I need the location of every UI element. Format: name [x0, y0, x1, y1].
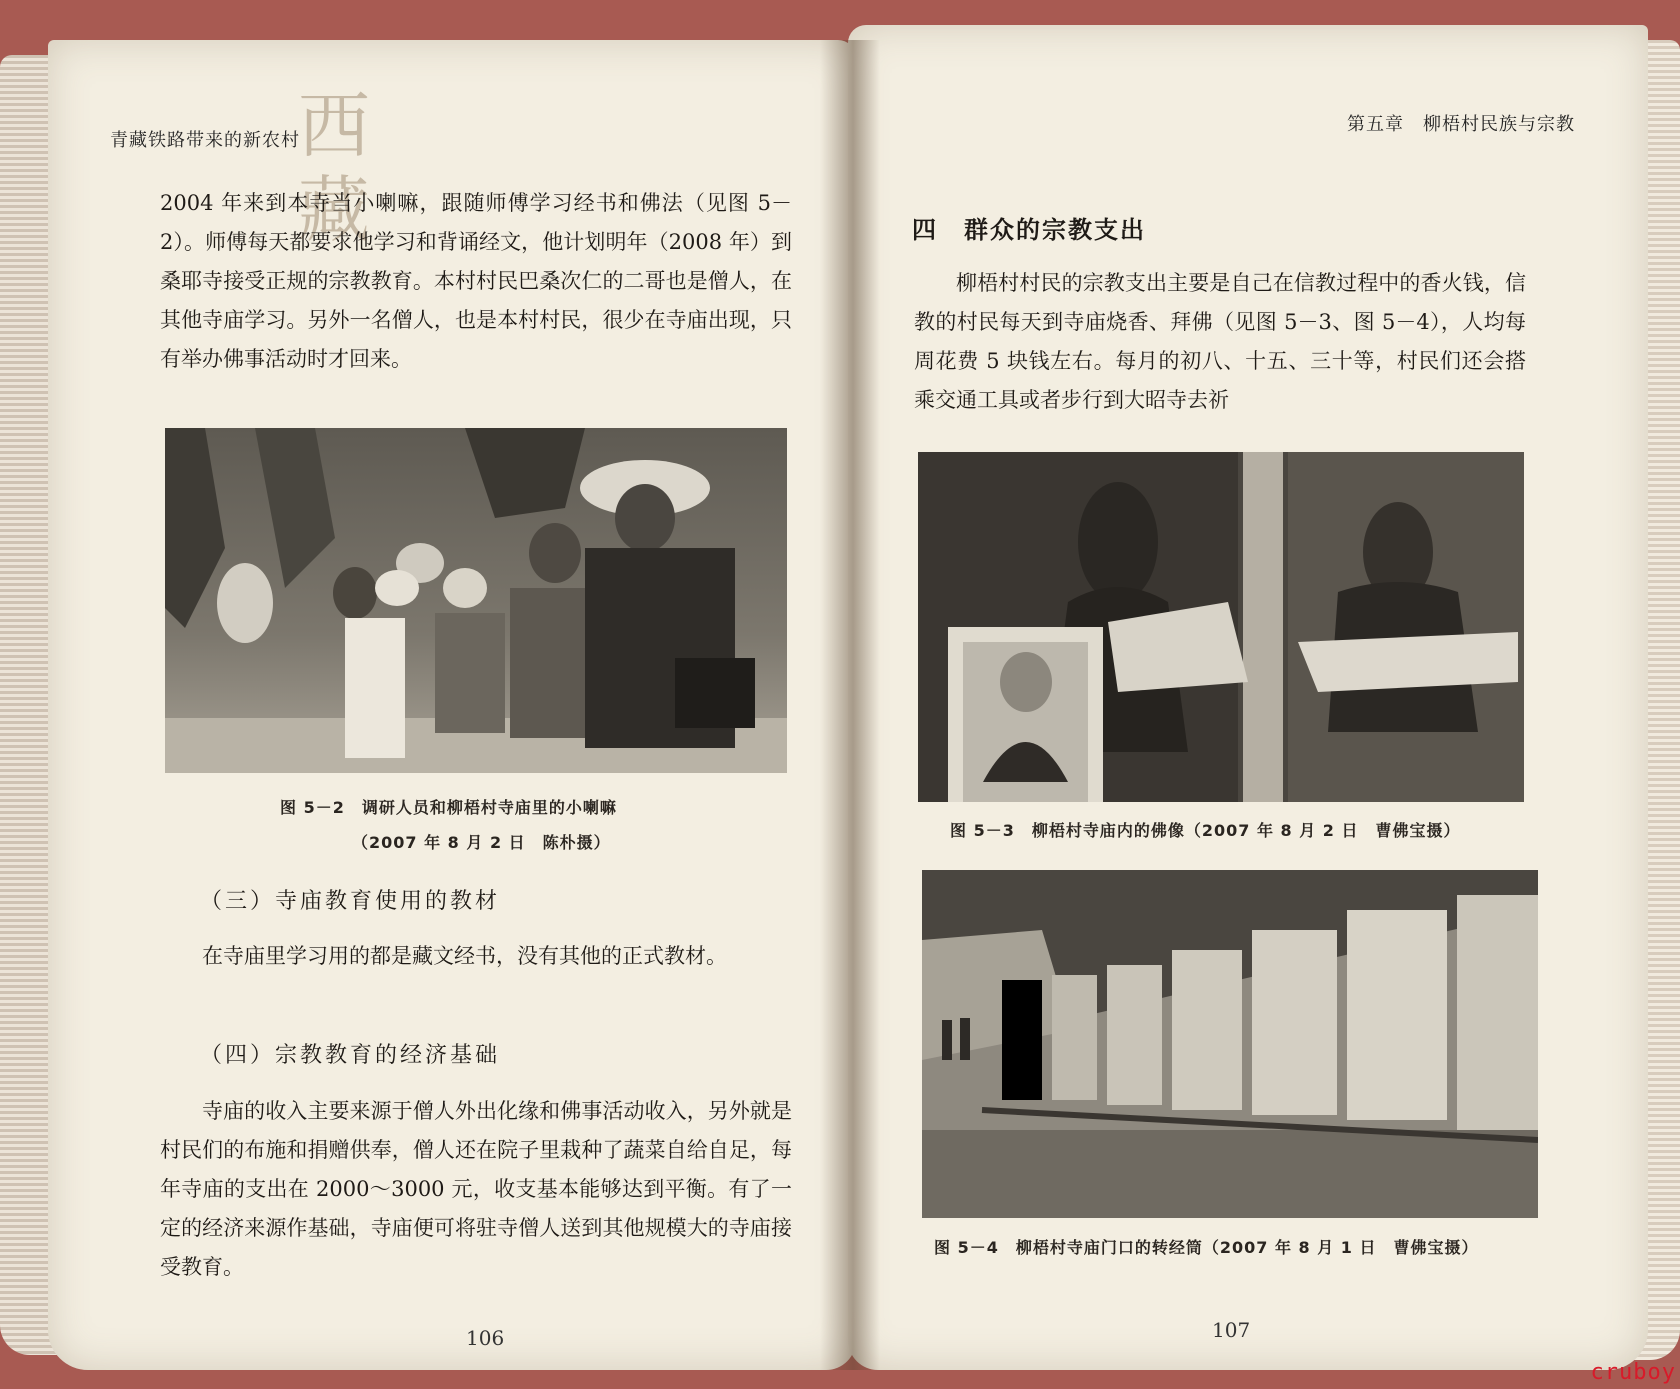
figure-5-4-photo — [922, 870, 1538, 1218]
left-page-number: 106 — [466, 1326, 505, 1350]
subheading-economic-basis: （四）宗教教育的经济基础 — [200, 1043, 501, 1068]
tibet-logo-glyph: 西藏 — [298, 84, 371, 252]
left-paragraph-1: 2004 年来到本寺当小喇嘛，跟随师傅学习经书和佛法（见图 5－2）。师傅每天都要求他学习和背诵经文，他计划明年（2008 年）到桑耶寺接受正规的宗教教育。本村村民巴桑次仁的二哥也是僧人，在其他寺庙学习。另外一名僧人，也是本村村民，很少在寺庙出现，只有举办佛事活动时才回来。 — [160, 191, 792, 371]
right-page-number: 107 — [1212, 1318, 1251, 1342]
figure-5-2-caption-line2: （2007 年 8 月 2 日 陈朴摄） — [352, 833, 611, 852]
left-paragraph-2: 在寺庙里学习用的都是藏文经书，没有其他的正式教材。 — [202, 944, 727, 968]
left-running-head: 青藏铁路带来的新农村 — [110, 130, 300, 151]
photo-prayer-wheels — [922, 870, 1538, 1218]
figure-5-2-caption-line1: 图 5－2 调研人员和柳梧村寺庙里的小喇嘛 — [280, 798, 617, 817]
figure-5-4-caption: 图 5－4 柳梧村寺庙门口的转经筒（2007 年 8 月 1 日 曹佛宝摄） — [934, 1238, 1479, 1257]
figure-5-2-photo — [165, 428, 787, 773]
figure-5-3-caption: 图 5－3 柳梧村寺庙内的佛像（2007 年 8 月 2 日 曹佛宝摄） — [950, 821, 1461, 840]
right-paragraph-1: 柳梧村村民的宗教支出主要是自己在信教过程中的香火钱，信教的村民每天到寺庙烧香、拜佛（见图 5－3、图 5－4），人均每周花费 5 块钱左右。每月的初八、十五、三十等，村民们还会搭乘交通工具或者步行到大昭寺去祈 — [914, 271, 1526, 412]
subheading-teaching-materials: （三）寺庙教育使用的教材 — [200, 889, 501, 914]
photo-temple-buddha-statues — [918, 452, 1524, 802]
left-paragraph-3: 寺庙的收入主要来源于僧人外出化缘和佛事活动收入，另外就是村民们的布施和捐赠供奉，僧人还在院子里栽种了蔬菜自给自足，每年寺庙的支出在 2000～3000 元，收支基本能够达到平衡。有了一定的经济来源作基础，寺庙便可将驻寺僧人送到其他规模大的寺庙接受教育。 — [160, 1099, 792, 1279]
section-title-religious-expenditure: 四 群众的宗教支出 — [912, 216, 1146, 244]
watermark-text: cruboy — [1590, 1360, 1676, 1385]
photo-children-with-researcher — [165, 428, 787, 773]
book-gutter — [820, 40, 880, 1370]
figure-5-3-photo — [918, 452, 1524, 802]
right-running-head: 第五章 柳梧村民族与宗教 — [1347, 114, 1575, 135]
